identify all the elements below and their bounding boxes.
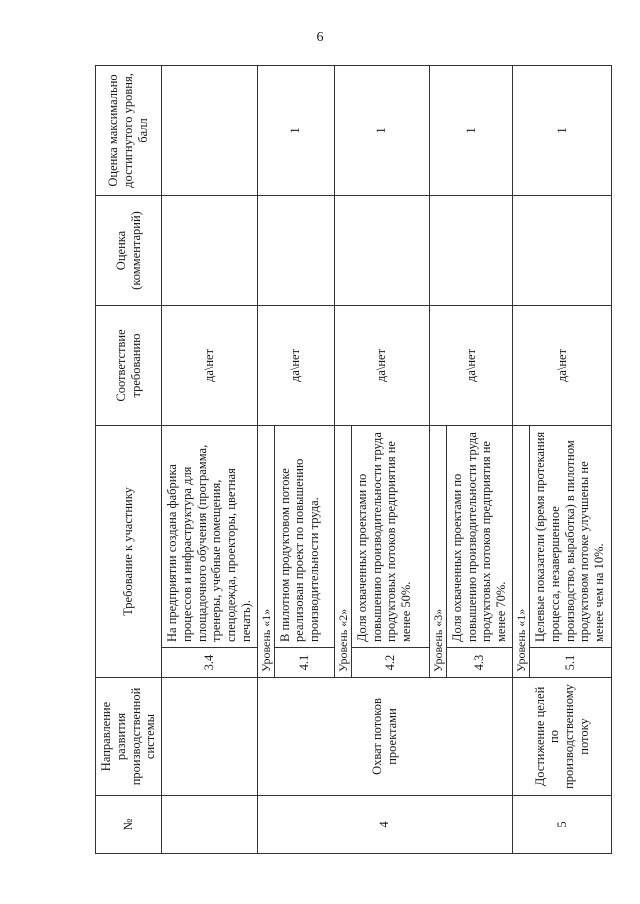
score-cell [162, 65, 258, 195]
level-label: Уровень «1» [257, 425, 274, 677]
section-num: 4 [257, 796, 512, 854]
score-cell: 1 [429, 65, 512, 195]
assessment-cell [334, 195, 429, 305]
req-text: Доля охваченных проектами по повышению производительности труда продуктовых потоков предприятия не менее 50%. [351, 425, 429, 647]
header-max-score: Оценка максимально достигнутого уровня, балл [96, 65, 162, 195]
compliance-cell: да\нет [162, 305, 258, 425]
header-requirement: Требование к участнику [96, 425, 162, 677]
req-code: 3.4 [162, 648, 258, 678]
requirements-table [95, 65, 612, 854]
level-row [512, 65, 529, 853]
req-code: 4.1 [274, 648, 334, 678]
table-row [162, 65, 258, 853]
header-num: № [96, 796, 162, 854]
assessment-cell [162, 195, 258, 305]
compliance-cell: да\нет [257, 305, 334, 425]
assessment-cell [429, 195, 512, 305]
direction-cell [162, 678, 258, 796]
header-row [96, 65, 162, 853]
req-code: 4.2 [351, 648, 429, 678]
section-direction: Достижение целей по производственному потоку [512, 678, 611, 796]
assessment-cell [257, 195, 334, 305]
assessment-cell [512, 195, 611, 305]
req-text: На предприятии создана фабрика процессов и инфраструктура для площадочного обучения (программа, тренеры, учебные помещения, спецодежда, проекторы, цветная печать). [162, 425, 258, 647]
rotated-table-container [95, 66, 607, 854]
req-text: Целевые показатели (время протекания процесса, незавершенное производство, выработка) в пилотном продуктовом потоке улучшены не менее чем на 10%. [530, 425, 612, 647]
level-label: Уровень «3» [429, 425, 446, 677]
header-compliance: Соответствие требованию [96, 305, 162, 425]
section-num: 5 [512, 796, 611, 854]
level-label: Уровень «2» [334, 425, 351, 677]
req-text: В пилотном продуктовом потоке реализован проект по повышению производительности труда. [274, 425, 334, 647]
rotated-table-wrapper [95, 66, 607, 854]
req-code: 4.3 [446, 648, 512, 678]
page-number: 6 [316, 30, 324, 45]
score-cell: 1 [257, 65, 334, 195]
level-label: Уровень «1» [512, 425, 529, 677]
score-cell: 1 [512, 65, 611, 195]
compliance-cell: да\нет [334, 305, 429, 425]
header-assessment: Оценка (комментарий) [96, 195, 162, 305]
req-text: Доля охваченных проектами по повышению производительности труда продуктовых потоков предприятия не менее 70%. [446, 425, 512, 647]
header-direction: Направление развития производственной системы [96, 678, 162, 796]
num-cell [162, 796, 258, 854]
compliance-cell: да\нет [429, 305, 512, 425]
req-code: 5.1 [530, 648, 612, 678]
section-direction: Охват потоков проектами [257, 678, 512, 796]
score-cell: 1 [334, 65, 429, 195]
compliance-cell: да\нет [512, 305, 611, 425]
level-row [257, 65, 274, 853]
